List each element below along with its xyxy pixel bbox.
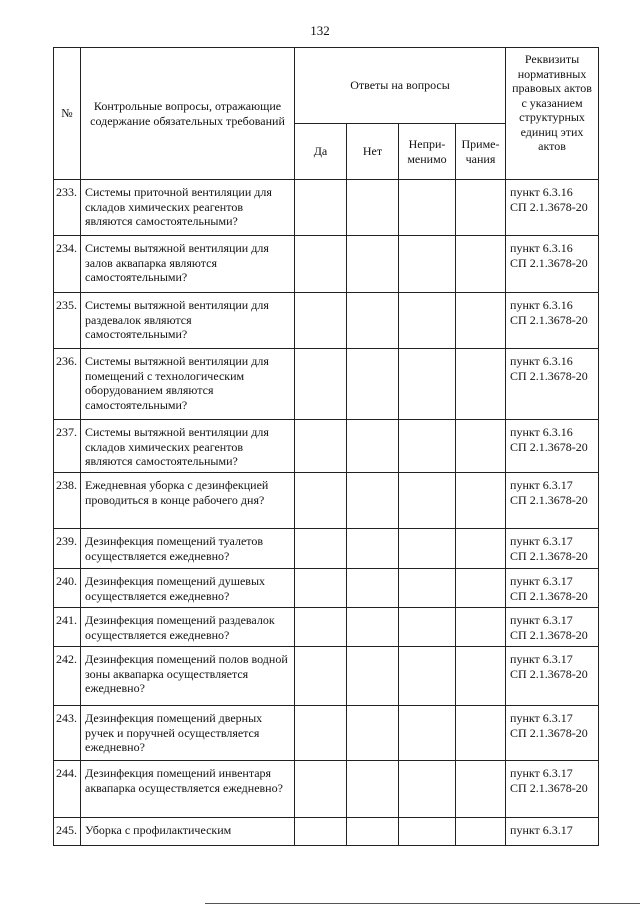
table-body xyxy=(54,180,599,846)
answer-notes-cell[interactable] xyxy=(456,569,506,608)
answer-yes-cell[interactable] xyxy=(295,180,347,236)
row-number: 240. xyxy=(54,569,81,608)
answer-yes-cell[interactable] xyxy=(295,473,347,529)
row-number: 235. xyxy=(54,293,81,349)
answer-no-cell[interactable] xyxy=(347,420,399,473)
table-row xyxy=(54,818,599,846)
row-question: Дезинфекция помещений инвентаря аквапарка осуществляется ежедневно? xyxy=(81,761,295,818)
header-not-applicable: Непри- менимо xyxy=(399,124,456,180)
answer-not-applicable-cell[interactable] xyxy=(399,293,456,349)
answer-notes-cell[interactable] xyxy=(456,818,506,846)
answer-yes-cell[interactable] xyxy=(295,236,347,293)
row-number: 237. xyxy=(54,420,81,473)
row-question: Системы вытяжной вентиляции для помещений с технологическим оборудованием являются самостоятельными? xyxy=(81,349,295,420)
row-reference: пункт 6.3.16 СП 2.1.3678-20 xyxy=(506,293,599,349)
row-question: Дезинфекция помещений дверных ручек и поручней осуществляется ежедневно? xyxy=(81,706,295,761)
header-question: Контрольные вопросы, отражающие содержание обязательных требований xyxy=(81,48,295,180)
answer-no-cell[interactable] xyxy=(347,529,399,569)
answer-not-applicable-cell[interactable] xyxy=(399,761,456,818)
answer-not-applicable-cell[interactable] xyxy=(399,529,456,569)
row-reference: пункт 6.3.17 СП 2.1.3678-20 xyxy=(506,761,599,818)
answer-no-cell[interactable] xyxy=(347,608,399,647)
table-row xyxy=(54,180,599,236)
table-row xyxy=(54,473,599,529)
answer-notes-cell[interactable] xyxy=(456,706,506,761)
row-reference: пункт 6.3.16 СП 2.1.3678-20 xyxy=(506,236,599,293)
row-reference: пункт 6.3.16 СП 2.1.3678-20 xyxy=(506,180,599,236)
answer-yes-cell[interactable] xyxy=(295,647,347,706)
row-question: Ежедневная уборка с дезинфекцией проводиться в конце рабочего дня? xyxy=(81,473,295,529)
answer-yes-cell[interactable] xyxy=(295,420,347,473)
header-requisites: Реквизиты нормативных правовых актов с указанием структурных единиц этих актов xyxy=(506,48,599,180)
page-number: 132 xyxy=(310,23,330,38)
answer-no-cell[interactable] xyxy=(347,236,399,293)
answer-notes-cell[interactable] xyxy=(456,236,506,293)
table-row xyxy=(54,293,599,349)
row-number: 238. xyxy=(54,473,81,529)
table-row xyxy=(54,529,599,569)
row-question: Дезинфекция помещений душевых осуществляется ежедневно? xyxy=(81,569,295,608)
answer-notes-cell[interactable] xyxy=(456,420,506,473)
row-reference: пункт 6.3.17 СП 2.1.3678-20 xyxy=(506,608,599,647)
answer-no-cell[interactable] xyxy=(347,818,399,846)
row-number: 245. xyxy=(54,818,81,846)
row-number: 239. xyxy=(54,529,81,569)
row-question: Уборка с профилактическим xyxy=(81,818,295,846)
row-reference: пункт 6.3.16 СП 2.1.3678-20 xyxy=(506,420,599,473)
answer-no-cell[interactable] xyxy=(347,569,399,608)
answer-yes-cell[interactable] xyxy=(295,293,347,349)
answer-not-applicable-cell[interactable] xyxy=(399,420,456,473)
answer-notes-cell[interactable] xyxy=(456,529,506,569)
answer-not-applicable-cell[interactable] xyxy=(399,349,456,420)
table-row xyxy=(54,761,599,818)
answer-no-cell[interactable] xyxy=(347,293,399,349)
answer-yes-cell[interactable] xyxy=(295,761,347,818)
table-row xyxy=(54,349,599,420)
answer-notes-cell[interactable] xyxy=(456,293,506,349)
answer-no-cell[interactable] xyxy=(347,349,399,420)
row-reference: пункт 6.3.17 СП 2.1.3678-20 xyxy=(506,569,599,608)
table-header xyxy=(54,48,599,180)
table-row xyxy=(54,569,599,608)
row-question: Системы вытяжной вентиляции для залов аквапарка являются самостоятельными? xyxy=(81,236,295,293)
table-row xyxy=(54,236,599,293)
answer-no-cell[interactable] xyxy=(347,180,399,236)
row-question: Дезинфекция помещений полов водной зоны аквапарка осуществляется ежедневно? xyxy=(81,647,295,706)
row-question: Системы вытяжной вентиляции для складов химических реагентов являются самостоятельными? xyxy=(81,420,295,473)
header-no: Нет xyxy=(347,124,399,180)
table-row xyxy=(54,420,599,473)
answer-notes-cell[interactable] xyxy=(456,180,506,236)
answer-not-applicable-cell[interactable] xyxy=(399,569,456,608)
answer-no-cell[interactable] xyxy=(347,473,399,529)
answer-not-applicable-cell[interactable] xyxy=(399,647,456,706)
row-reference: пункт 6.3.17 СП 2.1.3678-20 xyxy=(506,473,599,529)
answer-no-cell[interactable] xyxy=(347,647,399,706)
scan-edge-line xyxy=(205,903,640,904)
answer-yes-cell[interactable] xyxy=(295,818,347,846)
header-num: № xyxy=(54,48,81,180)
row-question: Системы приточной вентиляции для складов химических реагентов являются самостоятельными? xyxy=(81,180,295,236)
row-number: 236. xyxy=(54,349,81,420)
row-number: 244. xyxy=(54,761,81,818)
answer-yes-cell[interactable] xyxy=(295,706,347,761)
answer-not-applicable-cell[interactable] xyxy=(399,608,456,647)
row-reference: пункт 6.3.17 СП 2.1.3678-20 xyxy=(506,647,599,706)
answer-not-applicable-cell[interactable] xyxy=(399,180,456,236)
table-row xyxy=(54,647,599,706)
answer-yes-cell[interactable] xyxy=(295,349,347,420)
answer-notes-cell[interactable] xyxy=(456,647,506,706)
table-row xyxy=(54,608,599,647)
answer-yes-cell[interactable] xyxy=(295,608,347,647)
answer-not-applicable-cell[interactable] xyxy=(399,473,456,529)
row-number: 241. xyxy=(54,608,81,647)
answer-not-applicable-cell[interactable] xyxy=(399,706,456,761)
row-reference: пункт 6.3.17 xyxy=(506,818,599,846)
row-reference: пункт 6.3.16 СП 2.1.3678-20 xyxy=(506,349,599,420)
row-number: 233. xyxy=(54,180,81,236)
row-reference: пункт 6.3.17 СП 2.1.3678-20 xyxy=(506,706,599,761)
table-row xyxy=(54,706,599,761)
row-reference: пункт 6.3.17 СП 2.1.3678-20 xyxy=(506,529,599,569)
answer-no-cell[interactable] xyxy=(347,706,399,761)
answer-notes-cell[interactable] xyxy=(456,349,506,420)
header-yes: Да xyxy=(295,124,347,180)
answer-yes-cell[interactable] xyxy=(295,569,347,608)
answer-notes-cell[interactable] xyxy=(456,608,506,647)
answer-not-applicable-cell[interactable] xyxy=(399,236,456,293)
row-number: 243. xyxy=(54,706,81,761)
row-question: Системы вытяжной вентиляции для раздевалок являются самостоятельными? xyxy=(81,293,295,349)
row-question: Дезинфекция помещений туалетов осуществляется ежедневно? xyxy=(81,529,295,569)
answer-no-cell[interactable] xyxy=(347,761,399,818)
header-notes: Приме- чания xyxy=(456,124,506,180)
answer-yes-cell[interactable] xyxy=(295,529,347,569)
checklist-table xyxy=(53,47,599,846)
row-number: 242. xyxy=(54,647,81,706)
answer-notes-cell[interactable] xyxy=(456,473,506,529)
answer-not-applicable-cell[interactable] xyxy=(399,818,456,846)
row-question: Дезинфекция помещений раздевалок осуществляется ежедневно? xyxy=(81,608,295,647)
answer-notes-cell[interactable] xyxy=(456,761,506,818)
header-answers: Ответы на вопросы xyxy=(295,48,506,124)
row-number: 234. xyxy=(54,236,81,293)
